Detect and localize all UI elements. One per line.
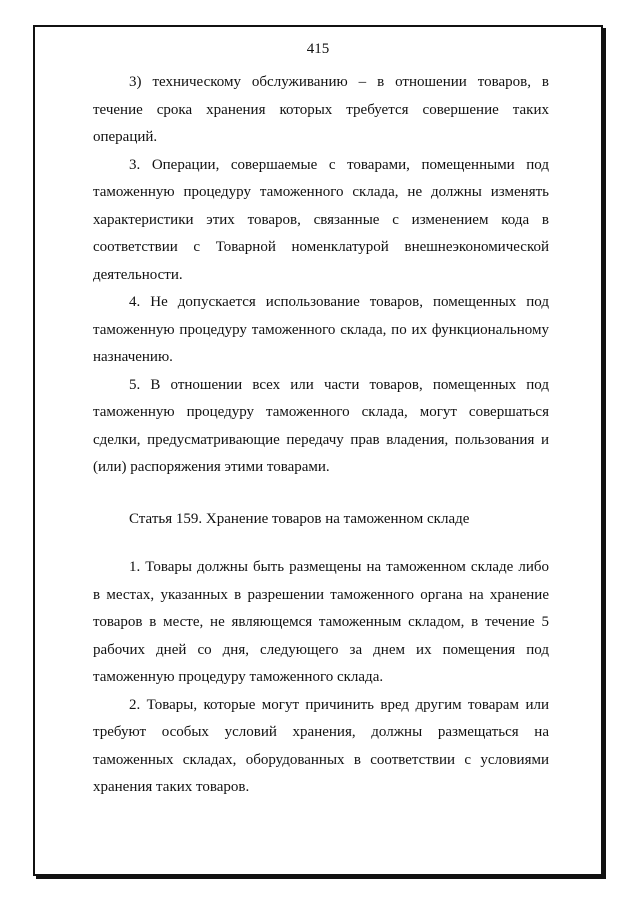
paragraph-article-159-clause-2: 2. Товары, которые могут причинить вред другим товарам или требуют особых условий хранения, должны размещаться на таможенных складах, оборудованных в соответствии с условиями хранения таких товаров. <box>93 696 549 795</box>
paragraph-clause-5-transactions: 5. В отношении всех или части товаров, помещенных под таможенную процедуру таможенного склада, могут совершаться сделки, предусматривающие передачу прав владения, пользования и (или) распоряжения этими товарами. <box>93 376 549 475</box>
page-frame <box>33 25 603 876</box>
paragraph-clause-4-usage-prohibited: 4. Не допускается использование товаров, помещенных под таможенную процедуру таможенного склада, по их функциональному назначению. <box>93 294 549 365</box>
document-body <box>93 69 549 802</box>
paragraph-clause-3-operations: 3. Операции, совершаемые с товарами, помещенными под таможенную процедуру таможенного склада, не должны изменять характеристики этих товаров, связанные с изменением кода в соответствии с Товарной номенклатурой внешнеэкономической деятельности. <box>93 156 549 283</box>
paragraph-item-3-technical-service: 3) техническому обслуживанию – в отношении товаров, в течение срока хранения которых требуется совершение таких операций. <box>93 74 549 145</box>
article-heading: Статья 159. Хранение товаров на таможенном складе <box>129 510 470 527</box>
paragraph-article-159-clause-1: 1. Товары должны быть размещены на таможенном складе либо в местах, указанных в разрешении таможенного органа на хранение товаров в месте, не являющемся таможенным складом, в течение 5 рабочих дней со дня, следующего за днем их помещения под таможенную процедуру таможенного склада. <box>93 559 549 685</box>
page-number: 415 <box>306 41 330 57</box>
